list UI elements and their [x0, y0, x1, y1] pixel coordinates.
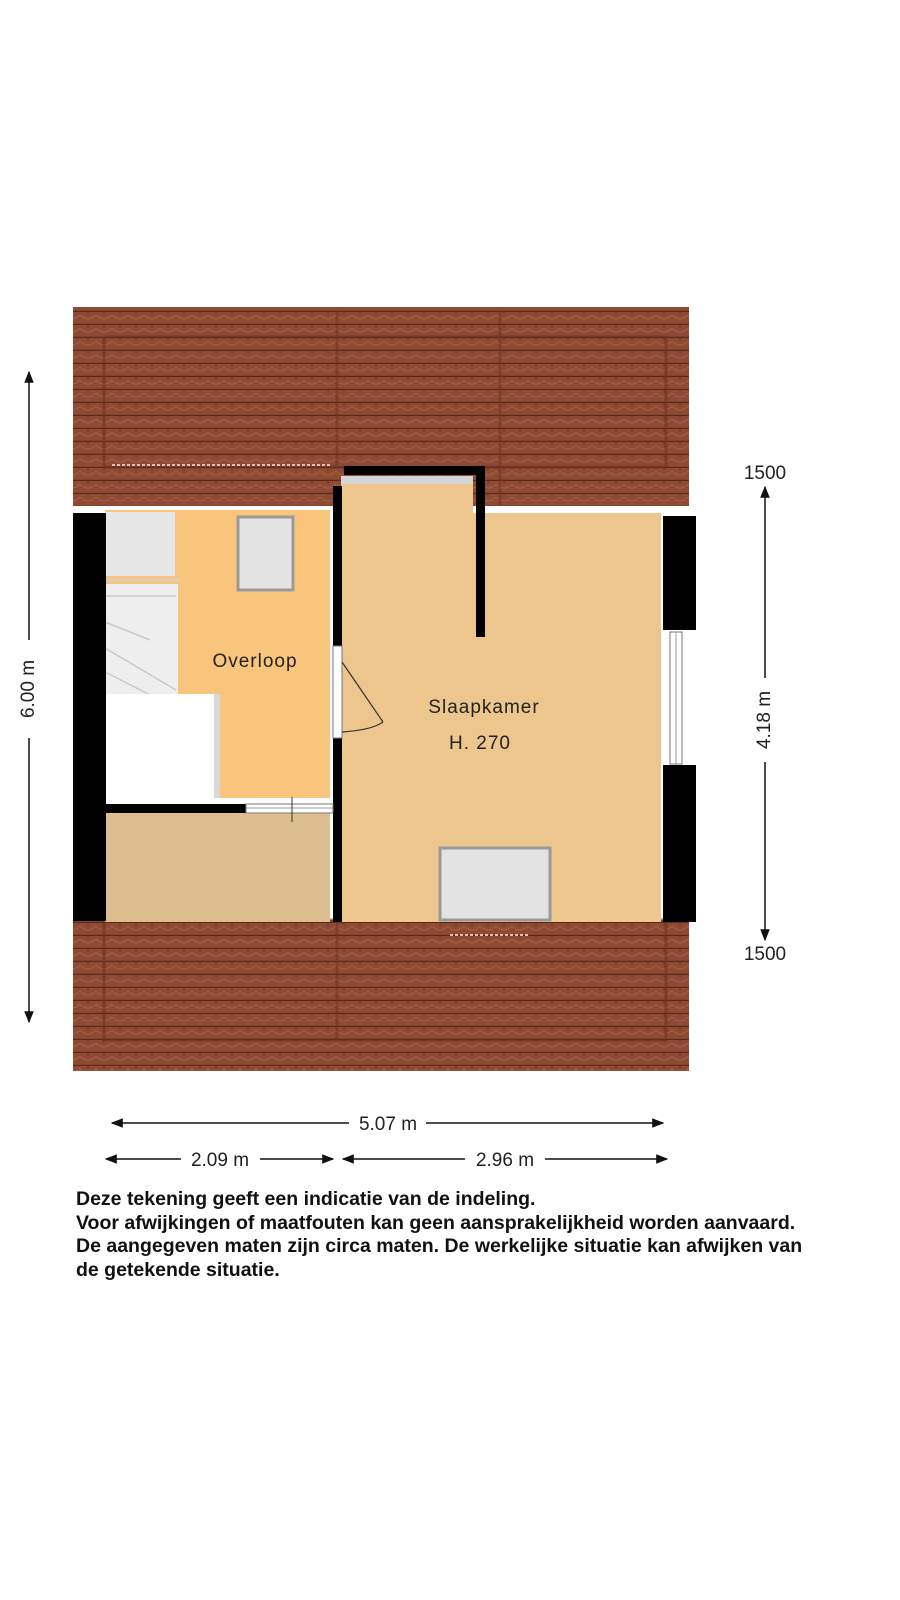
- disclaimer-line: de getekende situatie.: [76, 1258, 280, 1281]
- total-depth-label: 6.00 m: [18, 659, 40, 719]
- disclaimer-line: Voor afwijkingen of maatfouten kan geen aansprakelijkheid worden aanvaard.: [76, 1211, 796, 1234]
- slaapkamer-height-label: H. 270: [449, 733, 511, 754]
- slaapkamer-label: Slaapkamer: [428, 697, 540, 718]
- disclaimer-line: Deze tekening geeft een indicatie van de indeling.: [76, 1188, 536, 1210]
- dimension-left-width: [106, 1150, 333, 1171]
- disclaimer-line: De aangegeven maten zijn circa maten. De werkelijke situatie kan afwijken van: [76, 1235, 803, 1257]
- storage-floor: [105, 804, 330, 922]
- roof-height-top-label: 1500: [743, 463, 787, 484]
- total-width-label: 5.07 m: [358, 1114, 418, 1135]
- skylight-slaapkamer: [440, 848, 550, 920]
- right-width-label: 2.96 m: [475, 1150, 535, 1171]
- skylight-overloop: [238, 517, 293, 590]
- overloop-label: Overloop: [212, 651, 298, 672]
- disclaimer: [76, 1188, 896, 1282]
- roof-height-bottom-label: 1500: [743, 944, 787, 965]
- dimension-right-width: [343, 1150, 667, 1171]
- right-depth-label: 4.18 m: [754, 690, 776, 750]
- dimension-total-width: [112, 1114, 663, 1135]
- dimension-right-depth: [744, 463, 786, 965]
- roof-bottom: [73, 920, 689, 1071]
- dimension-total-depth: [18, 372, 39, 1022]
- window-right: [670, 632, 682, 764]
- left-width-label: 2.09 m: [190, 1150, 250, 1171]
